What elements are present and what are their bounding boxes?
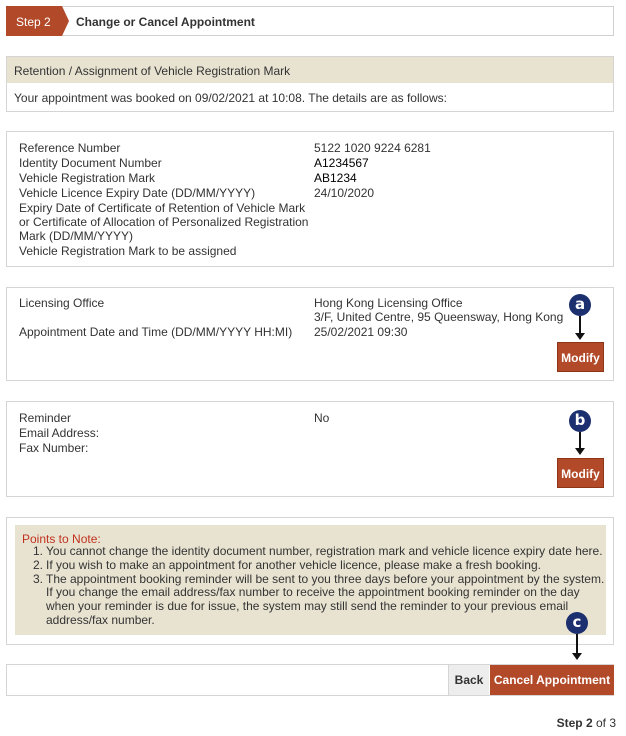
cancel-appointment-button[interactable]: Cancel Appointment xyxy=(490,665,614,695)
step-label: Step 2 xyxy=(16,15,51,29)
step-word: Step xyxy=(556,716,583,730)
appointment-datetime-value: 25/02/2021 09:30 xyxy=(314,325,408,339)
fax-number-label: Fax Number: xyxy=(19,441,89,455)
retention-heading: Retention / Assignment of Vehicle Registration Mark xyxy=(14,64,291,78)
certificate-expiry-label-line-2: or Certificate of Allocation of Personalized Registration xyxy=(19,215,309,229)
annotation-arrow-line-c xyxy=(576,634,578,654)
booking-intro: Your appointment was booked on 09/02/2021 at 10:08. The details are as follows: xyxy=(14,91,447,105)
reminder-label: Reminder xyxy=(19,411,72,425)
reminder-value: No xyxy=(314,411,330,425)
back-button[interactable]: Back xyxy=(448,665,489,695)
annotation-arrow-head-a xyxy=(575,333,585,340)
total-steps: of 3 xyxy=(595,716,616,730)
registration-mark-label: Vehicle Registration Mark xyxy=(19,171,156,185)
note-3-line-4: address/fax number. xyxy=(46,613,155,627)
certificate-expiry-label-line-3: Mark (DD/MM/YYYY) xyxy=(19,229,133,243)
note-1-line-1: You cannot change the identity document number, registration mark and vehicle licence expiry date here. xyxy=(46,544,603,558)
reference-number-value: 5122 1020 9224 6281 xyxy=(314,141,431,155)
licence-expiry-value: 24/10/2020 xyxy=(314,186,375,200)
licensing-office-name: Hong Kong Licensing Office xyxy=(314,296,463,310)
modify-appointment-button[interactable]: Modify xyxy=(557,342,604,372)
annotation-marker-a: a xyxy=(569,294,591,316)
note-3-line-1: The appointment booking reminder will be sent to you three days before your appointment by the system. xyxy=(46,572,605,586)
annotation-marker-c: c xyxy=(566,612,588,634)
appointment-datetime-label: Appointment Date and Time (DD/MM/YYYY HH:MI) xyxy=(19,325,293,339)
current-step: 2 xyxy=(585,716,593,730)
step-counter xyxy=(557,716,616,730)
reference-number-label: Reference Number xyxy=(19,141,121,155)
annotation-marker-b: b xyxy=(569,410,591,432)
annotation-arrow-head-c xyxy=(572,653,582,660)
licensing-office-address: 3/F, United Centre, 95 Queensway, Hong Kong xyxy=(314,310,564,324)
id-document-label: Identity Document Number xyxy=(19,156,162,170)
certificate-expiry-label-line-1: Expiry Date of Certificate of Retention of Vehicle Mark xyxy=(19,201,306,215)
licence-expiry-label: Vehicle Licence Expiry Date (DD/MM/YYYY) xyxy=(19,186,256,200)
modify-reminder-button[interactable]: Modify xyxy=(557,458,604,488)
annotation-arrow-head-b xyxy=(575,448,585,455)
page-title: Change or Cancel Appointment xyxy=(76,15,255,29)
note-number-2: 2. xyxy=(33,558,44,572)
annotation-arrow-line-b xyxy=(579,432,581,449)
licensing-office-label: Licensing Office xyxy=(19,296,105,310)
mark-to-assign-label: Vehicle Registration Mark to be assigned xyxy=(19,244,237,258)
note-2-line-1: If you wish to make an appointment for another vehicle licence, please make a fresh booking. xyxy=(46,558,541,572)
note-number-1: 1. xyxy=(33,544,44,558)
email-address-label: Email Address: xyxy=(19,426,100,440)
registration-mark-value: AB1234 xyxy=(314,171,357,185)
annotation-arrow-line-a xyxy=(579,316,581,334)
id-document-value: A1234567 xyxy=(314,156,369,170)
note-3-line-2: If you change the email address/fax number to receive the appointment booking reminder on the day xyxy=(46,585,580,599)
note-number-3: 3. xyxy=(33,572,44,586)
note-3-line-3: when your reminder is due for issue, the system may still send the reminder to your previous email xyxy=(46,599,569,613)
reminder-panel xyxy=(6,401,614,497)
notes-title: Points to Note: xyxy=(22,532,101,546)
